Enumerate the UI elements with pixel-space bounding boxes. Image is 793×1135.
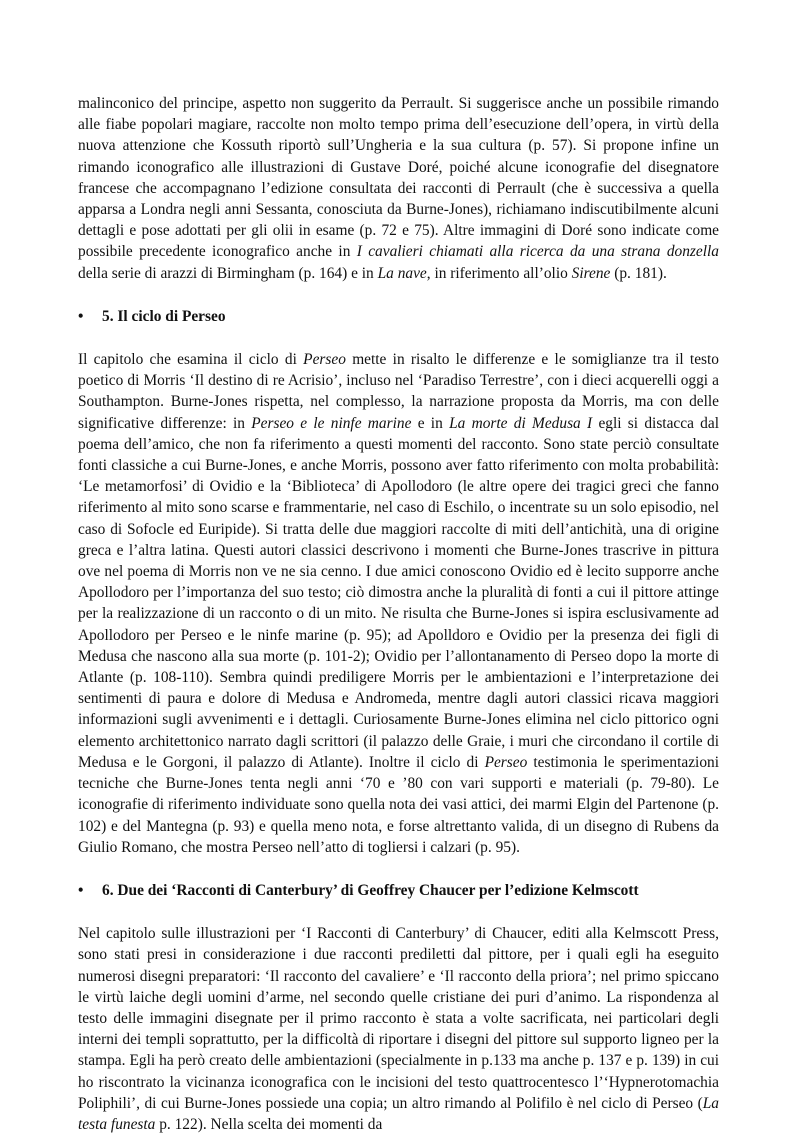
italic-title: Sirene: [571, 264, 611, 282]
paragraph-intro: [78, 93, 719, 284]
text-run: testimonia le sperimentazioni tecniche che Burne-Jones tenta negli anni ‘70 e ’80 con vari supporti e materiali (p. 79-80). Le iconografie di riferimento individuate sono quella nota dei vasi attici, dei marmi Elgin del Partenone (p. 102) e del Mantegna (p. 93) e quella meno nota, e forse altrettanto valida, di un disegno di Rubens da Giulio Romano, che mostra Perseo nell’atto di togliersi i calzari (p. 95).: [78, 753, 719, 856]
italic-title: Perseo: [303, 351, 346, 369]
text-run: e in: [411, 414, 450, 432]
paragraph-canterbury: [78, 923, 719, 1135]
text-run: (p. 181).: [610, 264, 667, 282]
bullet-icon: •: [78, 881, 84, 899]
text-run: Nel capitolo sulle illustrazioni per ‘I Racconti di Canterbury’ di Chaucer, editi alla Kelmscott Press, sono stati presi in considerazione i due racconti prediletti dal pittore, per i quali egli ha eseguito numerosi disegni preparatori: ‘Il racconto del cavaliere’ e ‘Il racconto della priora’; nel primo spiccano le virtù laiche degli uomini d’arme, nel secondo quelle cristiane dei puri d’animo. La rispondenza al testo delle immagini disegnate per il primo racconto è stata a volte sacrificata, nei particolari degli interni dei templi soprattutto, per la difficoltà di riportare i disegni del pittore sul supporto ligneo per la stampa. Egli ha però creato delle ambientazioni (specialmente in p.133 ma anche p. 137 e p. 139) in cui ho riscontrato la vicinanza iconografica con le incisioni del testo quattrocentesco l’‘Hypnerotomachia Poliphili’, di cui Burne-Jones possiede una copia; un altro rimando al Polifilo è nel ciclo di Perseo (: [78, 925, 719, 1112]
document-page: [78, 93, 719, 1135]
text-run: mette in risalto le differenze e le somiglianze tra il testo poetico di Morris ‘Il destino di re Acrisio’, incluso nel ‘Paradiso Terrestre’, con i dieci acquerelli oggi a Southampton. Burne-Jones rispetta, nel complesso, la narrazione proposta da Morris, ma con delle significative differenze: in: [78, 351, 719, 432]
bullet-icon: •: [78, 307, 84, 325]
italic-title: I cavalieri chiamati alla ricerca da una strana donzella: [356, 243, 719, 261]
italic-title: Perseo e le ninfe marine: [251, 414, 412, 432]
text-run: Il capitolo che esamina il ciclo di: [78, 351, 304, 369]
paragraph-perseo: [78, 349, 719, 858]
italic-title: La testa funesta: [78, 1094, 719, 1133]
text-run: della serie di arazzi di Birmingham (p. 164) e in: [78, 264, 378, 282]
text-run: , in riferimento all’olio: [426, 264, 572, 282]
italic-title: Perseo: [484, 753, 528, 771]
section-title-canterbury: 6. Due dei ‘Racconti di Canterbury’ di Geoffrey Chaucer per l’edizione Kelmscott: [102, 881, 639, 899]
section-heading-perseo: [78, 306, 719, 327]
section-heading-canterbury: [78, 880, 719, 901]
text-run: egli si distacca dal poema dell’amico, che non fa riferimento a questi momenti del racconto. Sono state perciò consultate fonti classiche a cui Burne-Jones, e anche Morris, possono aver fatto riferimento con molta probabilità: ‘Le metamorfosi’ di Ovidio e la ‘Biblioteca’ di Apollodoro (le altre opere dei tragici greci che fanno riferimento al mito sono scarse e frammentarie, nel caso di Eschilo, o incentrate su un solo episodio, nel caso di Sofocle ed Euripide). Si tratta delle due maggiori raccolte di miti dell’antichità, una di origine greca e l’altra latina. Questi autori classici descrivono i momenti che Burne-Jones trascrive in pittura ove nel poema di Morris non ve ne sia cenno. I due amici conoscono Ovidio ed è lecito supporre anche Apollodoro per l’importanza del suo testo; ciò dimostra anche la pluralità di fonti a cui il pittore attinge per la realizzazione di un racconto o di un mito. Ne risulta che Burne-Jones si ispira esclusivamente ad Apollodoro per Perseo e le ninfe marine (p. 95); ad Apolldoro e Ovidio per la presenza dei figli di Medusa che nascono alla sua morte (p. 101-2); Ovidio per l’allontanamento di Perseo dopo la morte di Atlante (p. 108-110). Sembra quindi prediligere Morris per le ambientazioni e l’interpretazione dei sentimenti di paura e dolore di Medusa e Andromeda, mentre dagli autori classici ricava maggiori informazioni sugli avvenimenti e i dettagli. Curiosamente Burne-Jones elimina nel ciclo pittorico ogni elemento architettonico narrato dagli scrittori (il palazzo delle Graie, i muri che circondano il cortile di Medusa e le Gorgoni, il palazzo di Atlante). Inoltre il ciclo di: [78, 414, 719, 771]
text-run: p. 122). Nella scelta dei momenti da: [155, 1115, 383, 1133]
section-title-perseo: 5. Il ciclo di Perseo: [102, 307, 226, 325]
text-run: malinconico del principe, aspetto non suggerito da Perrault. Si suggerisce anche un possibile rimando alle fiabe popolari magiare, raccolte non molto tempo prima dell’esecuzione dell’opera, in virtù della nuova attenzione che Kossuth riportò sull’Ungheria e la sua cultura (p. 57). Si propone infine un rimando iconografico alle illustrazioni di Gustave Doré, poiché alcune iconografie del disegnatore francese che accompagnano l’edizione consultata dei racconti di Perrault (che è successiva a quella apparsa a Londra negli anni Sessanta, conosciuta da Burne-Jones), richiamano indiscutibilmente alcuni dettagli e pose adottati per gli olii in esame (p. 72 e 75). Altre immagini di Doré sono indicate come possibile precedente iconografico anche in: [78, 95, 719, 261]
italic-title: La nave: [377, 264, 427, 282]
italic-title: La morte di Medusa I: [449, 414, 593, 432]
